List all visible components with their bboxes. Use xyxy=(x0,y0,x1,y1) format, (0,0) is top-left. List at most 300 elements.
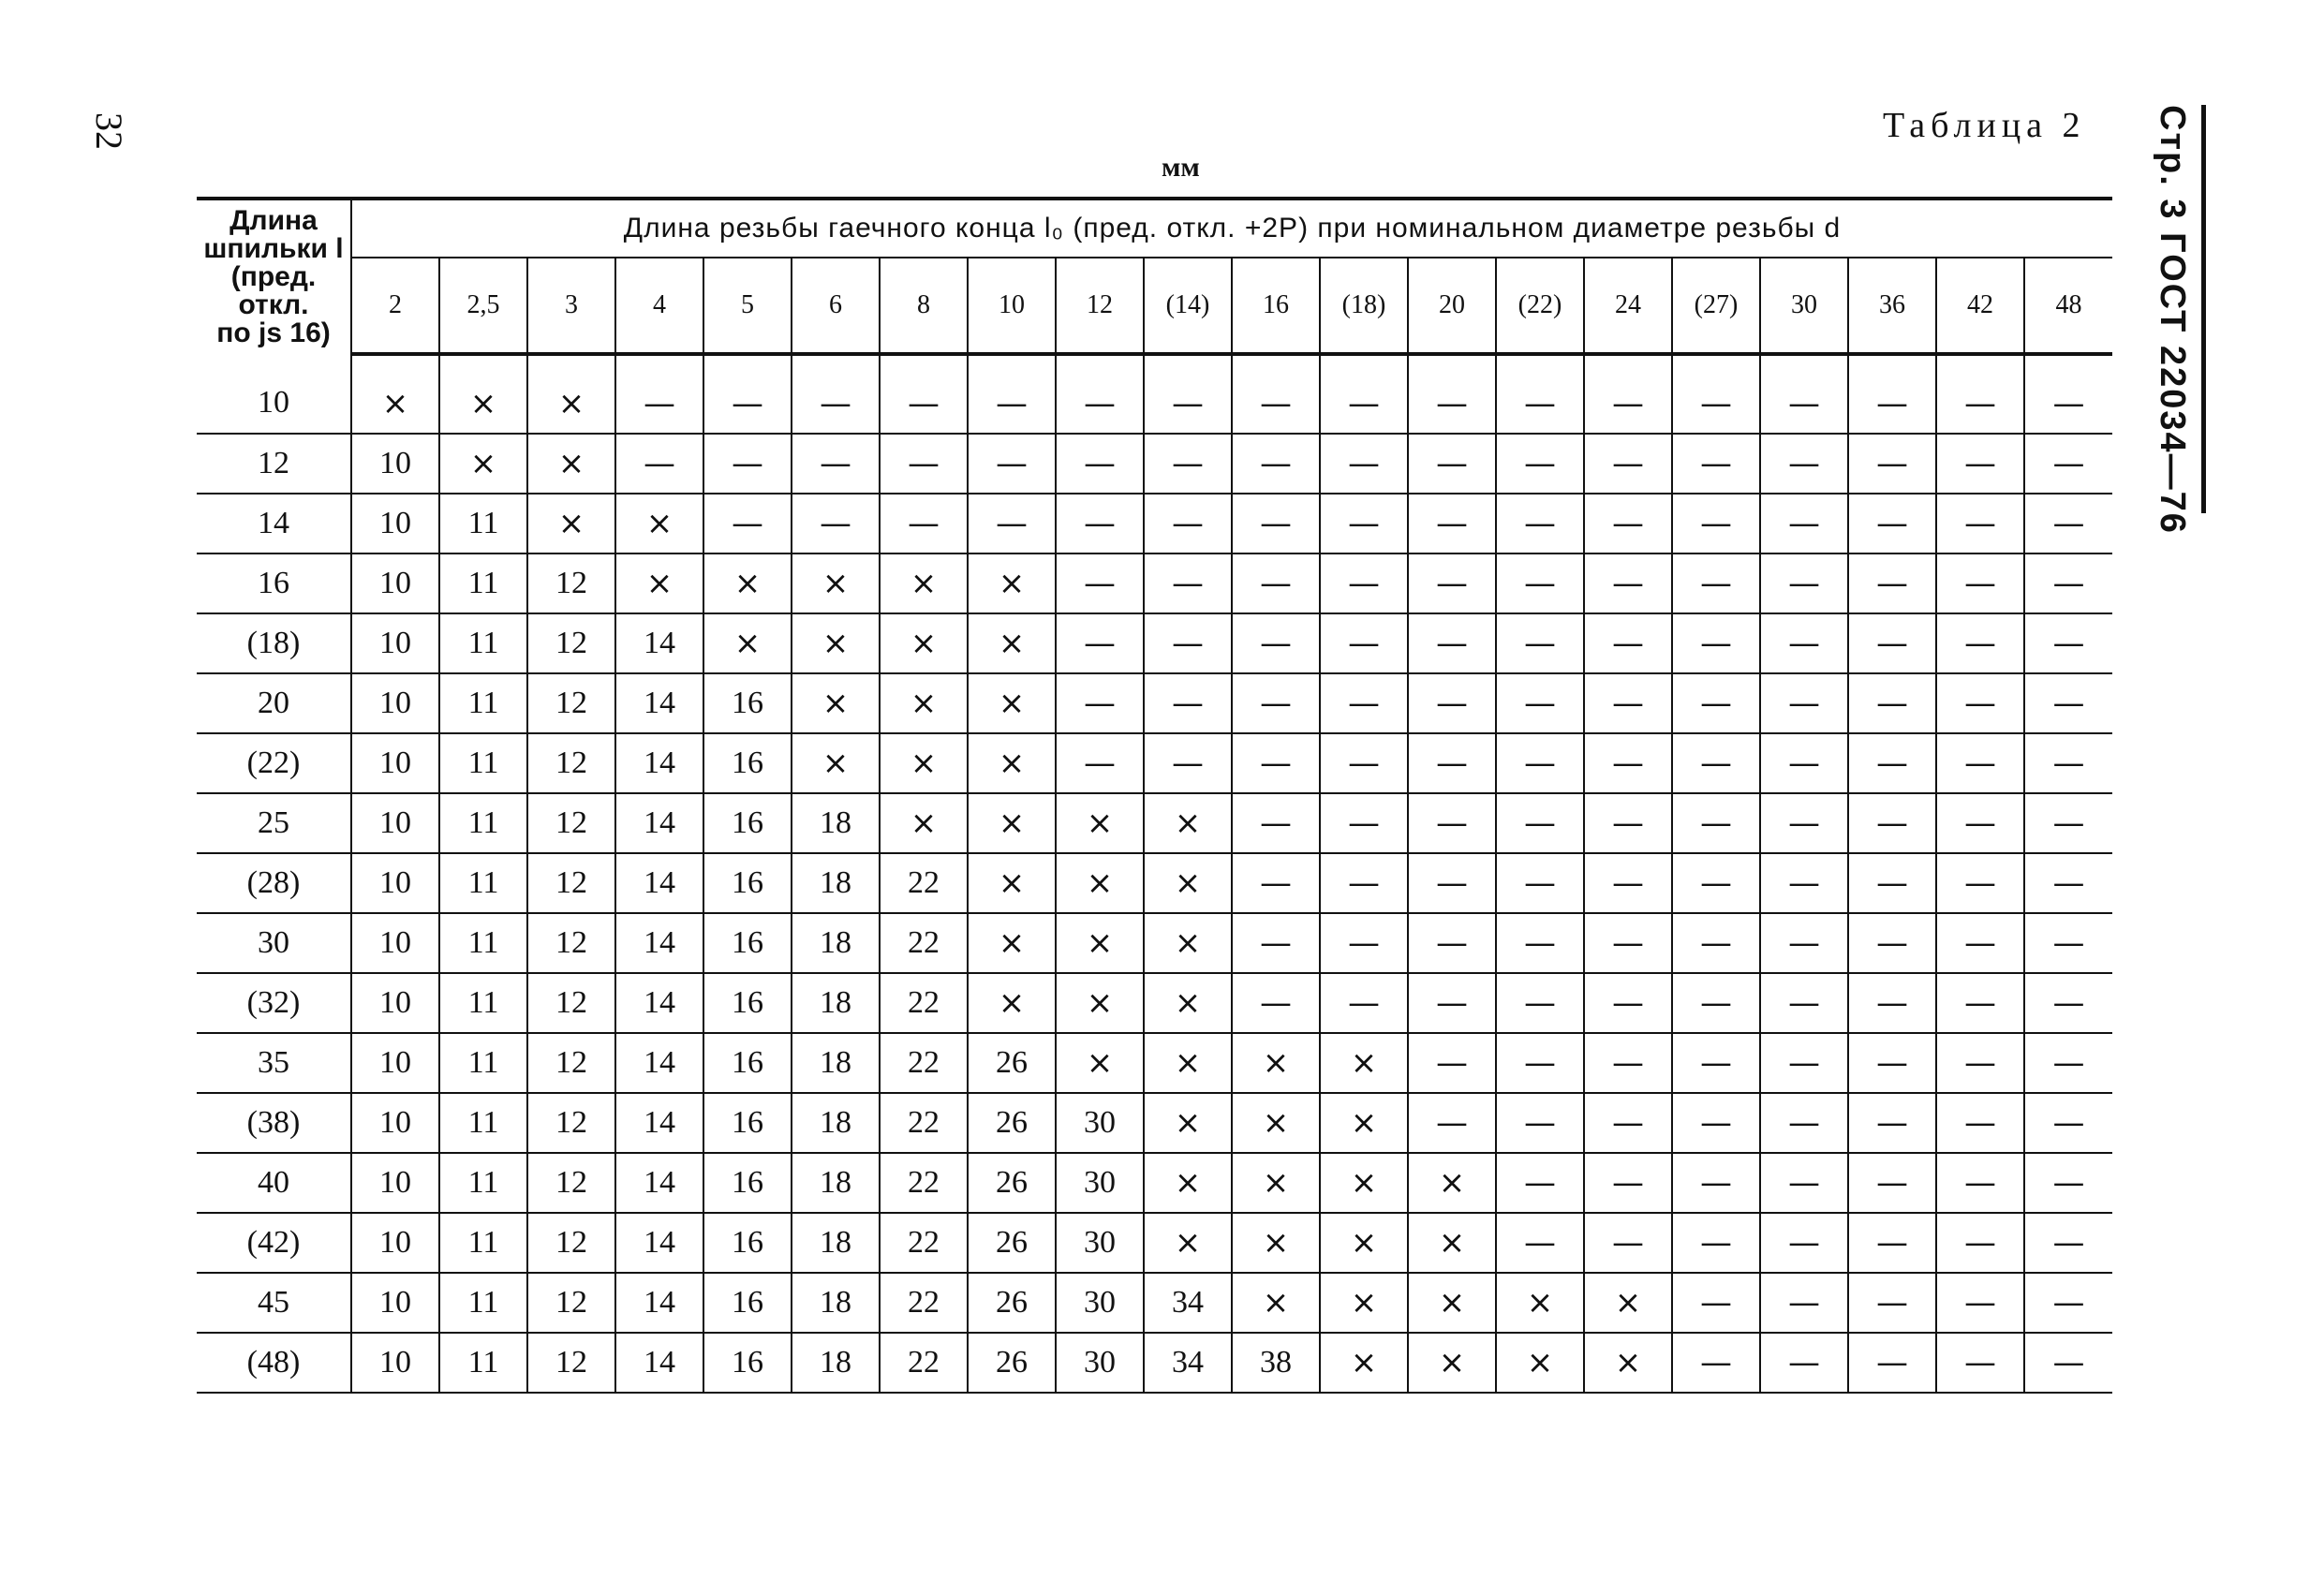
empty-dash: — xyxy=(1408,354,1496,434)
not-applicable-cross: × xyxy=(968,733,1056,793)
empty-dash: — xyxy=(1584,1153,1672,1213)
not-applicable-cross: × xyxy=(1056,793,1144,853)
thread-length-value: 14 xyxy=(615,1273,703,1333)
empty-dash: — xyxy=(1496,553,1584,613)
empty-dash: — xyxy=(1496,494,1584,553)
thread-length-value: 26 xyxy=(968,1153,1056,1213)
diameter-header-cell: (22) xyxy=(1496,258,1584,354)
empty-dash: — xyxy=(703,354,792,434)
empty-dash: — xyxy=(1848,793,1936,853)
thread-length-value: 12 xyxy=(527,853,615,913)
empty-dash: — xyxy=(1936,1033,2024,1093)
empty-dash: — xyxy=(1056,494,1144,553)
empty-dash: — xyxy=(2024,553,2112,613)
empty-dash: — xyxy=(1584,613,1672,673)
empty-dash: — xyxy=(1760,913,1848,973)
empty-dash: — xyxy=(1672,613,1760,673)
thread-length-value: 12 xyxy=(527,1153,615,1213)
empty-dash: — xyxy=(1232,494,1320,553)
empty-dash: — xyxy=(1760,1213,1848,1273)
diameter-header-cell: 24 xyxy=(1584,258,1672,354)
not-applicable-cross: × xyxy=(880,673,968,733)
table-row xyxy=(197,1153,2112,1213)
thread-length-value: 10 xyxy=(351,1333,439,1393)
not-applicable-cross: × xyxy=(1232,1213,1320,1273)
not-applicable-cross: × xyxy=(968,673,1056,733)
empty-dash: — xyxy=(1848,434,1936,494)
empty-dash: — xyxy=(2024,1333,2112,1393)
not-applicable-cross: × xyxy=(792,673,880,733)
not-applicable-cross: × xyxy=(968,613,1056,673)
empty-dash: — xyxy=(1760,494,1848,553)
not-applicable-cross: × xyxy=(1320,1333,1408,1393)
thread-length-value: 38 xyxy=(1232,1333,1320,1393)
thread-length-value: 10 xyxy=(351,553,439,613)
empty-dash: — xyxy=(1672,354,1760,434)
not-applicable-cross: × xyxy=(527,354,615,434)
not-applicable-cross: × xyxy=(1144,1213,1232,1273)
thread-length-value: 12 xyxy=(527,913,615,973)
not-applicable-cross: × xyxy=(792,553,880,613)
empty-dash: — xyxy=(2024,793,2112,853)
thread-length-value: 14 xyxy=(615,733,703,793)
thread-length-value: 12 xyxy=(527,1213,615,1273)
empty-dash: — xyxy=(615,354,703,434)
not-applicable-cross: × xyxy=(1584,1333,1672,1393)
thread-length-value: 12 xyxy=(527,1273,615,1333)
stud-length-cell: (28) xyxy=(197,853,351,913)
thread-length-value: 10 xyxy=(351,733,439,793)
not-applicable-cross: × xyxy=(880,733,968,793)
empty-dash: — xyxy=(1760,613,1848,673)
thread-length-value: 12 xyxy=(527,613,615,673)
empty-dash: — xyxy=(1848,1273,1936,1333)
empty-dash: — xyxy=(1144,434,1232,494)
thread-length-value: 34 xyxy=(1144,1333,1232,1393)
empty-dash: — xyxy=(1760,553,1848,613)
empty-dash: — xyxy=(1496,1033,1584,1093)
thread-length-value: 26 xyxy=(968,1033,1056,1093)
diameter-header-cell: 3 xyxy=(527,258,615,354)
empty-dash: — xyxy=(1408,434,1496,494)
table-title: Таблица 2 xyxy=(1883,106,2086,145)
empty-dash: — xyxy=(1056,354,1144,434)
not-applicable-cross: × xyxy=(1232,1033,1320,1093)
empty-dash: — xyxy=(1672,913,1760,973)
empty-dash: — xyxy=(1848,913,1936,973)
empty-dash: — xyxy=(1056,733,1144,793)
not-applicable-cross: × xyxy=(1144,1033,1232,1093)
not-applicable-cross: × xyxy=(351,354,439,434)
empty-dash: — xyxy=(968,494,1056,553)
diameter-header-cell: 8 xyxy=(880,258,968,354)
not-applicable-cross: × xyxy=(1320,1093,1408,1153)
column-group-header: Длина резьбы гаечного конца l₀ (пред. откл. +2P) при номинальном диаметре резьбы d xyxy=(351,199,2112,258)
thread-length-value: 14 xyxy=(615,793,703,853)
diameter-header-cell: 30 xyxy=(1760,258,1848,354)
empty-dash: — xyxy=(1584,913,1672,973)
empty-dash: — xyxy=(2024,673,2112,733)
thread-length-value: 16 xyxy=(703,673,792,733)
stub-header-line: откл. xyxy=(238,289,309,320)
thread-length-value: 18 xyxy=(792,1273,880,1333)
empty-dash: — xyxy=(1848,1213,1936,1273)
not-applicable-cross: × xyxy=(1408,1213,1496,1273)
thread-length-value: 30 xyxy=(1056,1213,1144,1273)
diameter-header-cell: 16 xyxy=(1232,258,1320,354)
thread-length-value: 22 xyxy=(880,973,968,1033)
empty-dash: — xyxy=(1584,673,1672,733)
not-applicable-cross: × xyxy=(1056,1033,1144,1093)
empty-dash: — xyxy=(1320,434,1408,494)
table-row xyxy=(197,1273,2112,1333)
diameter-header-cell: 6 xyxy=(792,258,880,354)
stub-header-line: по js 16) xyxy=(216,317,331,348)
diameter-header-cell: (18) xyxy=(1320,258,1408,354)
not-applicable-cross: × xyxy=(703,553,792,613)
empty-dash: — xyxy=(1848,853,1936,913)
empty-dash: — xyxy=(1144,354,1232,434)
stud-length-cell: (32) xyxy=(197,973,351,1033)
empty-dash: — xyxy=(1144,673,1232,733)
not-applicable-cross: × xyxy=(439,354,527,434)
thread-length-value: 10 xyxy=(351,973,439,1033)
empty-dash: — xyxy=(1936,733,2024,793)
thread-length-value: 10 xyxy=(351,1213,439,1273)
thread-length-value: 12 xyxy=(527,1333,615,1393)
stud-length-cell: (38) xyxy=(197,1093,351,1153)
empty-dash: — xyxy=(1936,973,2024,1033)
thread-length-value: 18 xyxy=(792,1213,880,1273)
thread-length-value: 14 xyxy=(615,973,703,1033)
empty-dash: — xyxy=(1936,793,2024,853)
thread-length-value: 11 xyxy=(439,1333,527,1393)
empty-dash: — xyxy=(1672,973,1760,1033)
empty-dash: — xyxy=(1848,673,1936,733)
not-applicable-cross: × xyxy=(1144,973,1232,1033)
thread-length-value: 11 xyxy=(439,733,527,793)
thread-length-value: 11 xyxy=(439,1273,527,1333)
empty-dash: — xyxy=(2024,494,2112,553)
thread-length-value: 22 xyxy=(880,853,968,913)
thread-length-value: 11 xyxy=(439,1033,527,1093)
empty-dash: — xyxy=(1672,1273,1760,1333)
diameter-header-cell: (27) xyxy=(1672,258,1760,354)
not-applicable-cross: × xyxy=(880,793,968,853)
table-row xyxy=(197,1213,2112,1273)
empty-dash: — xyxy=(2024,973,2112,1033)
not-applicable-cross: × xyxy=(1496,1273,1584,1333)
empty-dash: — xyxy=(1672,1153,1760,1213)
not-applicable-cross: × xyxy=(792,733,880,793)
thread-length-value: 16 xyxy=(703,1213,792,1273)
empty-dash: — xyxy=(1320,494,1408,553)
empty-dash: — xyxy=(1672,733,1760,793)
thread-length-value: 18 xyxy=(792,1033,880,1093)
empty-dash: — xyxy=(1760,853,1848,913)
table-row xyxy=(197,733,2112,793)
empty-dash: — xyxy=(1936,1153,2024,1213)
empty-dash: — xyxy=(1672,1033,1760,1093)
empty-dash: — xyxy=(2024,1153,2112,1213)
stud-length-cell: 30 xyxy=(197,913,351,973)
empty-dash: — xyxy=(1848,1093,1936,1153)
diameter-header-cell: 20 xyxy=(1408,258,1496,354)
empty-dash: — xyxy=(1320,613,1408,673)
not-applicable-cross: × xyxy=(615,553,703,613)
thread-length-value: 12 xyxy=(527,1033,615,1093)
empty-dash: — xyxy=(1936,673,2024,733)
thread-length-value: 11 xyxy=(439,1153,527,1213)
not-applicable-cross: × xyxy=(968,853,1056,913)
thread-length-value: 14 xyxy=(615,1213,703,1273)
thread-length-value: 18 xyxy=(792,913,880,973)
diameter-header-cell: 10 xyxy=(968,258,1056,354)
empty-dash: — xyxy=(1320,354,1408,434)
thread-length-value: 14 xyxy=(615,1333,703,1393)
thread-length-value: 14 xyxy=(615,853,703,913)
thread-length-value: 12 xyxy=(527,1093,615,1153)
empty-dash: — xyxy=(1496,1093,1584,1153)
empty-dash: — xyxy=(1584,853,1672,913)
thread-length-value: 11 xyxy=(439,673,527,733)
thread-length-value: 22 xyxy=(880,913,968,973)
empty-dash: — xyxy=(1672,434,1760,494)
thread-length-value: 11 xyxy=(439,494,527,553)
empty-dash: — xyxy=(1936,494,2024,553)
not-applicable-cross: × xyxy=(1408,1273,1496,1333)
stub-header-line: шпильки l xyxy=(203,233,344,264)
diameter-header-cell: 5 xyxy=(703,258,792,354)
thread-length-value: 16 xyxy=(703,913,792,973)
empty-dash: — xyxy=(1408,1033,1496,1093)
table-row xyxy=(197,1093,2112,1153)
empty-dash: — xyxy=(1496,1153,1584,1213)
thread-length-value: 16 xyxy=(703,733,792,793)
not-applicable-cross: × xyxy=(1408,1333,1496,1393)
thread-length-value: 14 xyxy=(615,613,703,673)
empty-dash: — xyxy=(1496,434,1584,494)
empty-dash: — xyxy=(1936,354,2024,434)
diameter-header-cell: 2 xyxy=(351,258,439,354)
empty-dash: — xyxy=(1584,733,1672,793)
empty-dash: — xyxy=(1232,553,1320,613)
empty-dash: — xyxy=(1408,1093,1496,1153)
thread-length-value: 10 xyxy=(351,613,439,673)
empty-dash: — xyxy=(1584,434,1672,494)
thread-length-value: 18 xyxy=(792,793,880,853)
thread-length-value: 22 xyxy=(880,1333,968,1393)
stub-header-line: (пред. xyxy=(230,261,317,292)
stud-length-cell: 16 xyxy=(197,553,351,613)
stud-length-cell: (22) xyxy=(197,733,351,793)
not-applicable-cross: × xyxy=(1056,913,1144,973)
empty-dash: — xyxy=(1232,733,1320,793)
thread-length-value: 16 xyxy=(703,1033,792,1093)
not-applicable-cross: × xyxy=(1232,1273,1320,1333)
table-row xyxy=(197,913,2112,973)
empty-dash: — xyxy=(1144,494,1232,553)
thread-length-value: 22 xyxy=(880,1273,968,1333)
thread-length-value: 14 xyxy=(615,1093,703,1153)
empty-dash: — xyxy=(968,434,1056,494)
thread-length-value: 12 xyxy=(527,673,615,733)
table-header-row xyxy=(197,199,2112,258)
empty-dash: — xyxy=(880,494,968,553)
empty-dash: — xyxy=(1408,553,1496,613)
thread-length-value: 10 xyxy=(351,673,439,733)
empty-dash: — xyxy=(792,434,880,494)
thread-length-value: 11 xyxy=(439,973,527,1033)
diameter-header-cell: 12 xyxy=(1056,258,1144,354)
stud-length-cell: 25 xyxy=(197,793,351,853)
side-header-text: Стр. 3 ГОСТ 22034—76 xyxy=(2153,105,2192,535)
not-applicable-cross: × xyxy=(1496,1333,1584,1393)
empty-dash: — xyxy=(1672,673,1760,733)
empty-dash: — xyxy=(1408,973,1496,1033)
empty-dash: — xyxy=(2024,1093,2112,1153)
empty-dash: — xyxy=(1408,853,1496,913)
empty-dash: — xyxy=(2024,354,2112,434)
empty-dash: — xyxy=(1848,1033,1936,1093)
thread-length-value: 10 xyxy=(351,853,439,913)
empty-dash: — xyxy=(1584,553,1672,613)
empty-dash: — xyxy=(1936,553,2024,613)
stud-length-cell: 10 xyxy=(197,354,351,434)
empty-dash: — xyxy=(1056,673,1144,733)
thread-length-value: 14 xyxy=(615,1153,703,1213)
page-number: 32 xyxy=(88,112,130,150)
empty-dash: — xyxy=(1936,913,2024,973)
empty-dash: — xyxy=(1936,1213,2024,1273)
empty-dash: — xyxy=(1408,733,1496,793)
not-applicable-cross: × xyxy=(1320,1033,1408,1093)
empty-dash: — xyxy=(1320,853,1408,913)
empty-dash: — xyxy=(1408,793,1496,853)
thread-length-value: 18 xyxy=(792,853,880,913)
stud-length-cell: (48) xyxy=(197,1333,351,1393)
empty-dash: — xyxy=(1760,1153,1848,1213)
not-applicable-cross: × xyxy=(792,613,880,673)
table-row xyxy=(197,973,2112,1033)
not-applicable-cross: × xyxy=(880,613,968,673)
not-applicable-cross: × xyxy=(439,434,527,494)
empty-dash: — xyxy=(1848,494,1936,553)
not-applicable-cross: × xyxy=(1320,1153,1408,1213)
empty-dash: — xyxy=(1760,793,1848,853)
thread-length-value: 10 xyxy=(351,1033,439,1093)
stud-length-cell: 14 xyxy=(197,494,351,553)
empty-dash: — xyxy=(1584,1093,1672,1153)
thread-length-value: 26 xyxy=(968,1213,1056,1273)
thread-length-value: 16 xyxy=(703,1333,792,1393)
empty-dash: — xyxy=(1584,793,1672,853)
not-applicable-cross: × xyxy=(1232,1093,1320,1153)
thread-length-value: 30 xyxy=(1056,1333,1144,1393)
empty-dash: — xyxy=(1584,973,1672,1033)
not-applicable-cross: × xyxy=(1584,1273,1672,1333)
thread-length-value: 22 xyxy=(880,1033,968,1093)
table-body xyxy=(197,354,2112,1393)
empty-dash: — xyxy=(615,434,703,494)
diameter-header-cell: 2,5 xyxy=(439,258,527,354)
empty-dash: — xyxy=(1496,673,1584,733)
not-applicable-cross: × xyxy=(1144,1093,1232,1153)
empty-dash: — xyxy=(1056,434,1144,494)
stud-length-cell: 45 xyxy=(197,1273,351,1333)
empty-dash: — xyxy=(1936,1093,2024,1153)
empty-dash: — xyxy=(1672,853,1760,913)
thread-length-value: 16 xyxy=(703,1153,792,1213)
thread-length-value: 12 xyxy=(527,733,615,793)
empty-dash: — xyxy=(1760,973,1848,1033)
empty-dash: — xyxy=(1496,1213,1584,1273)
thread-length-value: 12 xyxy=(527,973,615,1033)
thread-length-value: 26 xyxy=(968,1333,1056,1393)
empty-dash: — xyxy=(1408,673,1496,733)
thread-length-value: 34 xyxy=(1144,1273,1232,1333)
empty-dash: — xyxy=(1496,973,1584,1033)
thread-length-value: 18 xyxy=(792,1333,880,1393)
empty-dash: — xyxy=(2024,613,2112,673)
empty-dash: — xyxy=(1232,793,1320,853)
empty-dash: — xyxy=(703,494,792,553)
thread-length-value: 11 xyxy=(439,793,527,853)
not-applicable-cross: × xyxy=(1056,973,1144,1033)
empty-dash: — xyxy=(1672,1093,1760,1153)
thread-length-value: 16 xyxy=(703,973,792,1033)
diameter-header-cell: 36 xyxy=(1848,258,1936,354)
stud-length-cell: 20 xyxy=(197,673,351,733)
thread-length-value: 16 xyxy=(703,853,792,913)
thread-length-value: 18 xyxy=(792,1153,880,1213)
table-row xyxy=(197,354,2112,434)
stub-header xyxy=(197,199,351,354)
empty-dash: — xyxy=(1584,1213,1672,1273)
thread-length-value: 10 xyxy=(351,913,439,973)
not-applicable-cross: × xyxy=(527,494,615,553)
thread-length-value: 26 xyxy=(968,1273,1056,1333)
empty-dash: — xyxy=(1672,1333,1760,1393)
thread-length-value: 12 xyxy=(527,553,615,613)
empty-dash: — xyxy=(1144,613,1232,673)
empty-dash: — xyxy=(1232,853,1320,913)
empty-dash: — xyxy=(1408,613,1496,673)
empty-dash: — xyxy=(1408,494,1496,553)
thread-length-value: 14 xyxy=(615,1033,703,1093)
empty-dash: — xyxy=(1584,354,1672,434)
empty-dash: — xyxy=(1936,434,2024,494)
empty-dash: — xyxy=(1320,973,1408,1033)
not-applicable-cross: × xyxy=(1320,1273,1408,1333)
thread-length-value: 18 xyxy=(792,973,880,1033)
empty-dash: — xyxy=(703,434,792,494)
thread-length-value: 10 xyxy=(351,494,439,553)
empty-dash: — xyxy=(1320,913,1408,973)
empty-dash: — xyxy=(2024,434,2112,494)
not-applicable-cross: × xyxy=(1144,793,1232,853)
diameter-header-cell: 4 xyxy=(615,258,703,354)
empty-dash: — xyxy=(2024,1273,2112,1333)
not-applicable-cross: × xyxy=(968,973,1056,1033)
table-row xyxy=(197,1333,2112,1393)
not-applicable-cross: × xyxy=(968,553,1056,613)
empty-dash: — xyxy=(1144,553,1232,613)
thread-length-value: 14 xyxy=(615,913,703,973)
empty-dash: — xyxy=(1936,1333,2024,1393)
empty-dash: — xyxy=(1056,553,1144,613)
thread-length-value: 11 xyxy=(439,913,527,973)
